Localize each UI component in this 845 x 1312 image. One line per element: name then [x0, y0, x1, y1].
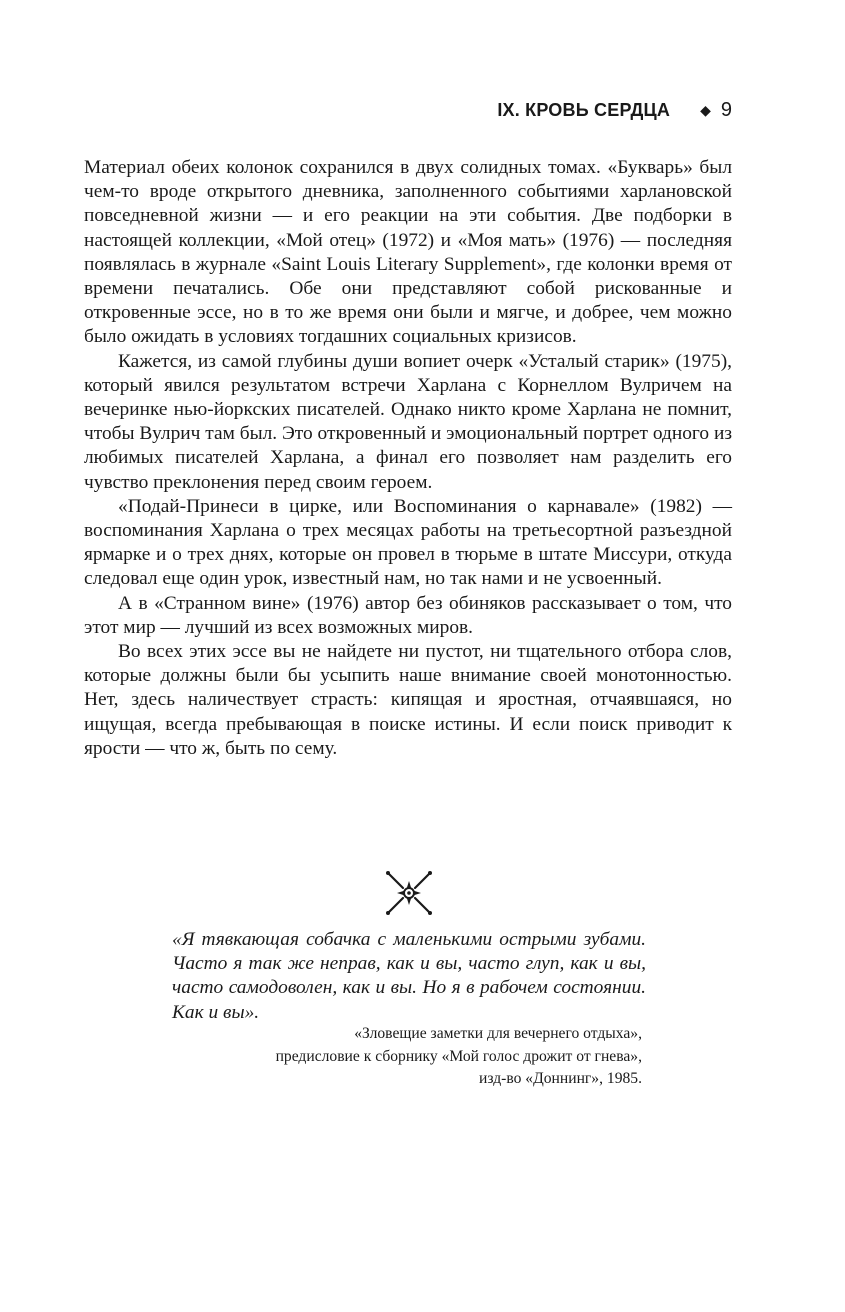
- paragraph-1: Материал обеих колонок сохранился в двух солидных томах. «Букварь» был чем-то вроде открытого дневника, заполненного событиями харлановской повседневной жизни — и его реакции на эти события. Две подборки в настоящей коллекции, «Мой отец» (1972) и «Моя мать» (1976) — последняя появлялась в журнале «Saint Louis Literary Supplement», где колонки время от времени печатались. Обе они представляют собой рискованные и откровенные эссе, но в то же время они были и мягче, и добрее, чем можно было ожидать в условиях тогдашних социальных кризисов.: [84, 157, 732, 348]
- body-text: [84, 156, 732, 761]
- page-number: 9: [720, 99, 732, 121]
- paragraph-4: А в «Странном вине» (1976) автор без обиняков рассказывает о том, что этот мир — лучший из всех возможных миров.: [84, 592, 732, 638]
- attribution-line: предисловие к сборнику «Мой голос дрожит от гнева»,: [275, 1047, 642, 1065]
- running-header: [497, 99, 732, 122]
- attribution-line: изд-во «Доннинг», 1985.: [479, 1070, 642, 1087]
- paragraph-3: «Подай-Принеси в цирке, или Воспоминания о карнавале» (1982) — воспоминания Харлана о трех месяцах работы на третьесортной разъездной ярмарке и о трех днях, которые он провел в тюрьме в штате Миссури, откуда следовал еще один урок, известный нам, но так нами и не усвоенный.: [84, 495, 732, 590]
- chapter-title: IX. КРОВЬ СЕРДЦА: [497, 100, 671, 120]
- diamond-separator-icon: ◆: [700, 102, 711, 119]
- paragraph-5: Во всех этих эссе вы не найдете ни пустот, ни тщательного отбора слов, которые должны были бы усыпить наше внимание своей монотонностью. Нет, здесь наличествует страсть: кипящая и яростная, отчаявшаяся, но ищущая, всегда пребывающая в поиске истины. И если поиск приводит к ярости — что ж, быть по сему.: [84, 641, 732, 759]
- attribution-line: «Зловещие заметки для вечернего отдыха»,: [354, 1025, 642, 1042]
- quote-attribution: [172, 1023, 642, 1091]
- paragraph-2: Кажется, из самой глубины души вопиет очерк «Усталый старик» (1975), который явился результатом встречи Харлана с Корнеллом Вулричем на вечеринке нью-йоркских писателей. Однако никто кроме Харлана не помнит, чтобы Вулрич там был. Это откровенный и эмоциональный портрет одного из любимых писателей Харлана, а финал его позволяет нам разделить его чувство преклонения перед своим героем.: [84, 350, 732, 493]
- epigraph-quote: «Я тявкающая собачка с маленькими острыми зубами. Часто я так же неправ, как и вы, часто глуп, как и вы, часто самодоволен, как и вы. Но я в рабочем состоянии. Как и вы».: [172, 929, 646, 1023]
- compass-star-ornament-icon: [384, 870, 434, 916]
